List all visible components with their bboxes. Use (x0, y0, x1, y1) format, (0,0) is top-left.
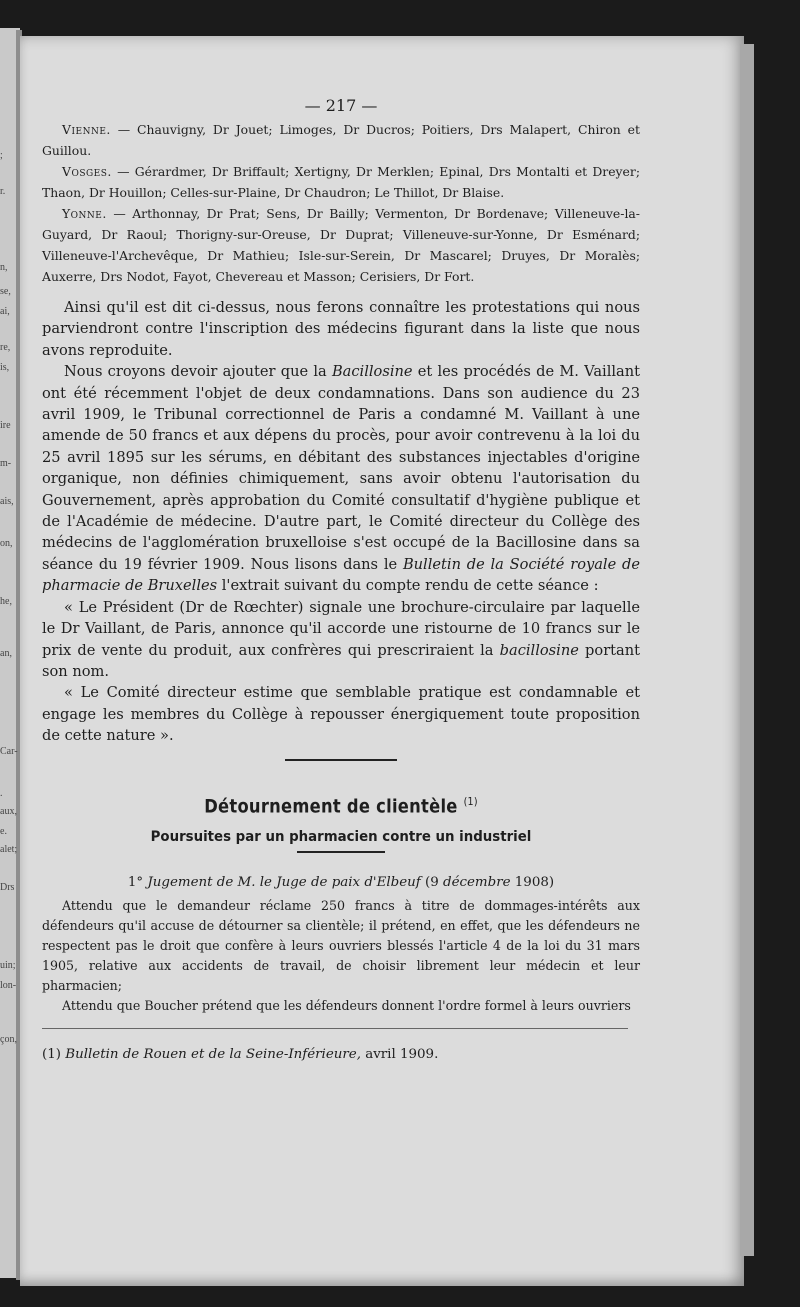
department-name: Yonne. (62, 206, 107, 221)
department-entry (42, 203, 640, 287)
judgement-body (42, 896, 640, 1016)
text-run: 1908) (510, 874, 555, 890)
paragraph: Attendu que le demandeur réclame 250 francs à titre de dommages-intérêts aux défendeurs qu'il accuse de détourner sa clientèle; il prétend, en effet, que les défendeurs ne respectent pas le droit que confère à leurs ouvriers blessés l'article 4 de la loi du 31 mars 1905, relative aux accidents de travail, de choisir librement leur médecin et leur pharmacien; (42, 897, 640, 993)
text-run: « Le Président (Dr de Rœchter) signale une brochure-circulaire par laquelle le Dr Vaillant, de Paris, annonce qu'il accorde une ristourne de 10 francs sur le prix de vente du produit, aux confrères qui prescriraient la (42, 598, 640, 659)
footnote (42, 1047, 640, 1062)
text-run: 1° (127, 874, 148, 890)
text-run: avril 1909. (360, 1046, 439, 1062)
judgement-heading (42, 875, 640, 890)
footnote-rule (42, 1028, 628, 1029)
paragraph: Ainsi qu'il est dit ci-dessus, nous ferons connaître les protestations qui nous parviendront contre l'inscription des médecins figurant dans la liste que nous avons reproduite. (42, 299, 640, 359)
margin-fragment: e. (0, 826, 7, 837)
margin-fragment: Car- (0, 746, 18, 757)
margin-fragment: n, (0, 262, 8, 273)
italic-run: bacillosine (499, 641, 579, 659)
margin-fragment: ; (0, 150, 3, 161)
department-name: Vosges. (62, 164, 112, 179)
paragraph: « Le Comité directeur estime que semblable pratique est condamnable et engage les membres du Collège à repousser énergiquement toute proposition de cette nature ». (42, 684, 640, 745)
margin-fragment: re, (0, 342, 11, 353)
section-title-text: Détournement de clientèle (204, 794, 458, 817)
italic-run: Jugement de M. le Juge de paix d'Elbeuf (147, 874, 421, 890)
page-number: — 217 — (304, 96, 378, 115)
main-body (42, 297, 640, 747)
margin-fragment: Drs (0, 882, 15, 893)
italic-run: Bacillosine (331, 363, 413, 381)
subtitle-divider (297, 851, 385, 853)
section-subtitle: Poursuites par un pharmacien contre un industriel (150, 828, 532, 845)
text-run: (1) (42, 1046, 66, 1062)
text-run: Nous croyons devoir ajouter que la (64, 363, 332, 381)
page-edge (740, 44, 754, 1256)
footnote-marker: (1) (463, 794, 478, 808)
margin-fragment: is, (0, 362, 10, 373)
page-content (42, 96, 640, 1062)
margin-fragment: aux, (0, 806, 17, 817)
margin-fragment: ai, (0, 306, 10, 317)
paragraph (42, 361, 640, 596)
section-title (84, 795, 598, 817)
margin-fragment: uin; (0, 960, 16, 971)
department-text: — Chauvigny, Dr Jouet; Limoges, Dr Ducros; Poitiers, Drs Malapert, Chiron et Guillou. (42, 122, 640, 158)
italic-run: Bulletin de la Société royale de pharmacie de Bruxelles (42, 555, 640, 595)
italic-run: décembre (443, 874, 511, 890)
text-run: l'extrait suivant du compte rendu de cette séance : (217, 577, 599, 595)
margin-fragment: r. (0, 186, 6, 197)
text-run: portant son nom. (42, 641, 640, 680)
margin-fragment: he, (0, 596, 12, 607)
text-run: et les procédés de M. Vaillant ont été récemment l'objet de deux condamnations. Dans son audience du 23 avril 1909, le Tribunal correctionnel de Paris a condamné M. Vaillant à une amende de 50 francs et aux dépens du procès, pour avoir contrevenu à la loi du 25 avril 1895 sur les sérums, en débitant des substances injectables d'origine organique, non définies chimiquement, sans avoir obtenu l'autorisation du Gouvernement, après approbation du Comité consultatif d'hygiène publique et de l'Académie de médecine. D'autre part, le Comité directeur du Collège des médecins de l'agglomération bruxelloise s'est occupé de la Bacillosine dans sa séance du 19 février 1909. Nous lisons dans le (42, 363, 641, 573)
margin-fragment: se, (0, 286, 11, 297)
margin-fragment: m- (0, 458, 12, 469)
department-list (42, 119, 640, 287)
margin-fragment: lon- (0, 980, 17, 991)
department-entry (42, 119, 640, 161)
section-divider (285, 759, 397, 761)
margin-fragment: ire (0, 420, 11, 431)
margin-fragment: alet; (0, 844, 18, 855)
margin-fragment: on, (0, 538, 13, 549)
italic-run: Bulletin de Rouen et de la Seine-Inférieure, (65, 1046, 361, 1062)
paragraph (42, 597, 640, 683)
department-text: — Gérardmer, Dr Briffault; Xertigny, Dr Merklen; Epinal, Drs Montalti et Dreyer; Thaon, Dr Houillon; Celles-sur-Plaine, Dr Chaudron; Le Thillot, Dr Blaise. (42, 164, 640, 200)
department-text: — Arthonnay, Dr Prat; Sens, Dr Bailly; Vermenton, Dr Bordenave; Villeneuve-la-Guyard, Dr Raoul; Thorigny-sur-Oreuse, Dr Duprat; Villeneuve-sur-Yonne, Dr Esménard; Villeneuve-l'Archevêque, Dr Mathieu; Isle-sur-Serein, Dr Mascarel; Druyes, Dr Moralès; Auxerre, Drs Nodot, Fayot, Chevereau et Masson; Cerisiers, Dr Fort. (42, 206, 640, 284)
department-entry (42, 161, 640, 203)
paragraph: Attendu que Boucher prétend que les défendeurs donnent l'ordre formel à leurs ouvriers (62, 997, 631, 1013)
margin-fragment: çon, (0, 1034, 17, 1045)
department-name: Vienne. (62, 122, 111, 137)
margin-fragment: . (0, 788, 3, 799)
margin-fragment: an, (0, 648, 12, 659)
margin-fragment: ais, (0, 496, 14, 507)
text-run: (9 (420, 874, 444, 890)
